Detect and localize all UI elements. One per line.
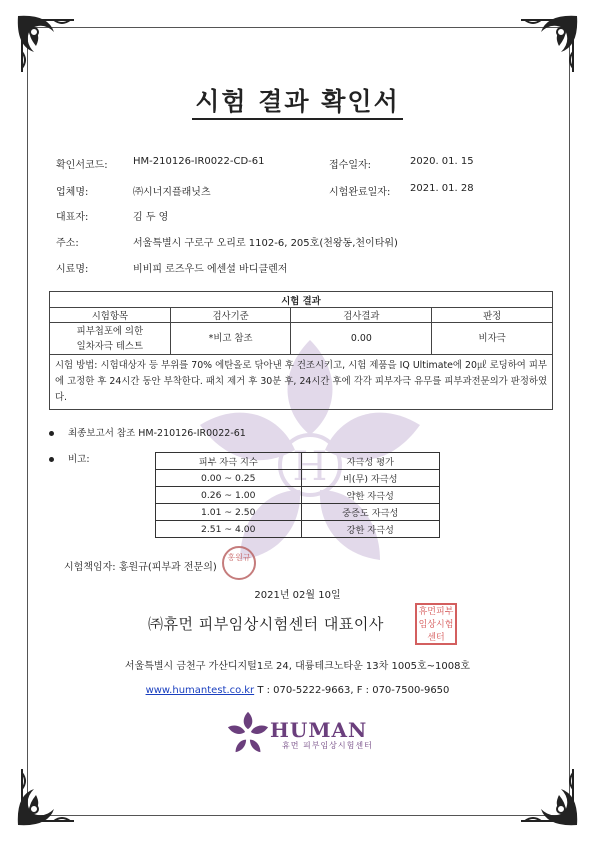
- sample-label: 시료명:: [56, 264, 89, 275]
- results-header: 시험 결과: [50, 292, 553, 308]
- ref-range: 0.00 ~ 0.25: [156, 470, 302, 487]
- col-standard: 검사기준: [170, 308, 291, 323]
- issue-date: 2021년 02월 10일: [254, 590, 341, 601]
- document-title: 시험 결과 확인서: [0, 82, 595, 118]
- address-label: 주소:: [56, 238, 79, 249]
- ref-evaluation: 약한 자극성: [301, 487, 439, 504]
- svg-text:H: H: [292, 444, 328, 490]
- ornament-corner-top-right: [513, 12, 581, 80]
- test-method-text: 시험 방법: 시험대상자 등 부위를 70% 에탄올로 닦아낸 후 건조시키고, 시험 제품을 IQ Ultimate에 20㎕ 로딩하여 피부에 고정한 후 24시간 동안 부착한다. 패치 제거 후 30분 후, 24시간 후에 각각 피부자극 유무를 피부과전문의가 판정하였다.: [50, 355, 553, 410]
- result-cell: 0.00: [291, 323, 432, 355]
- verdict-cell: 비자극: [432, 323, 553, 355]
- received-date-label: 접수일자:: [329, 160, 372, 171]
- website-link[interactable]: www.humantest.co.kr: [145, 685, 255, 696]
- organization-address: 서울특별시 금천구 가산디지털1로 24, 대륭테크노타운 13차 1005호~1008호: [124, 661, 471, 672]
- test-item-line1: 피부첩포에 의한: [76, 325, 144, 337]
- test-item-line2: 일차자극 테스트: [76, 340, 144, 352]
- contact-line: [0, 685, 595, 696]
- ref-range: 0.26 ~ 1.00: [156, 487, 302, 504]
- final-report-text: 최종보고서 참조 HM-210126-IR0022-61: [68, 428, 246, 439]
- standard-cell: *비고 참조: [170, 323, 291, 355]
- doctor-seal-stamp: 홍원규: [222, 546, 256, 580]
- ref-range: 1.01 ~ 2.50: [156, 504, 302, 521]
- remarks-label: 비고:: [68, 454, 90, 465]
- ceo-value: 김 두 영: [133, 212, 169, 223]
- ornament-corner-top-left: [14, 12, 82, 80]
- cert-code-label: 확인서코드:: [56, 160, 108, 171]
- address-value: 서울특별시 구로구 오리로 1102-6, 205호(천왕동,천이타워): [133, 238, 398, 249]
- company-value: ㈜시너지플래닛츠: [133, 187, 211, 198]
- remarks-label-row: [49, 451, 90, 465]
- col-result: 검사결과: [291, 308, 432, 323]
- ornament-corner-bottom-left: [14, 761, 82, 829]
- cert-code-value: HM-210126-IR0022-CD-61: [133, 156, 265, 167]
- ornament-corner-bottom-right: [513, 761, 581, 829]
- sample-value: 비비피 로즈우드 에센셜 바디클렌저: [133, 264, 288, 275]
- completed-date-label: 시험완료일자:: [329, 187, 391, 198]
- company-label: 업체명:: [56, 187, 89, 198]
- bullet-icon: [49, 431, 54, 436]
- col-test-item: 시험항목: [50, 308, 171, 323]
- logo-subtitle: 휴먼 피부임상시험센터: [282, 741, 373, 750]
- received-date-value: 2020. 01. 15: [410, 156, 474, 167]
- organization-name: ㈜휴먼 피부임상시험센터 대표이사: [148, 615, 384, 633]
- bullet-icon: [49, 457, 54, 462]
- ref-col-index: 피부 자극 지수: [156, 453, 302, 470]
- test-item-cell: [50, 323, 171, 355]
- ref-evaluation: 비(무) 자극성: [301, 470, 439, 487]
- irritation-index-table: [155, 452, 440, 538]
- ceo-label: 대표자:: [56, 212, 89, 223]
- responsible-person: 시험책임자: 홍원규(피부과 전문의): [64, 562, 217, 573]
- final-report-note: [49, 425, 246, 439]
- flower-logo-icon: [226, 710, 270, 754]
- ref-evaluation: 강한 자극성: [301, 521, 439, 538]
- logo-name: HUMAN: [270, 718, 368, 742]
- phone-fax: T : 070-5222-9663, F : 070-7500-9650: [254, 685, 450, 696]
- ref-col-evaluation: 자극성 평가: [301, 453, 439, 470]
- col-verdict: 판정: [432, 308, 553, 323]
- ref-range: 2.51 ~ 4.00: [156, 521, 302, 538]
- ref-evaluation: 중증도 자극성: [301, 504, 439, 521]
- completed-date-value: 2021. 01. 28: [410, 183, 474, 194]
- results-table: [49, 291, 553, 410]
- svg-text:H: H: [244, 731, 252, 742]
- company-seal-stamp: 휴먼피부임상시험센터: [415, 603, 457, 645]
